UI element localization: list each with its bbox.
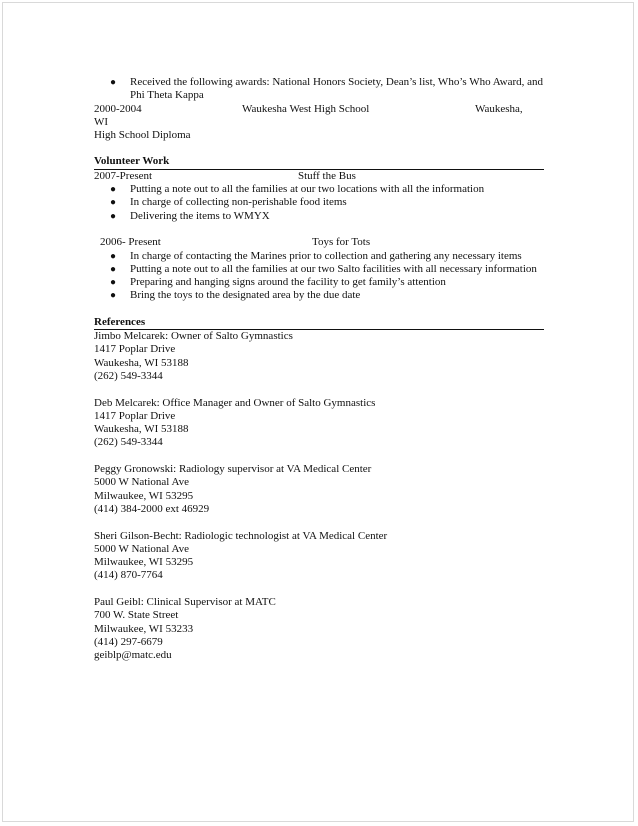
- bullet-dot: ●: [109, 250, 116, 262]
- bullet-text: Preparing and hanging signs around the facility to get family’s attention: [130, 276, 446, 289]
- resume-page: [94, 76, 544, 662]
- bullet-dot: ●: [109, 290, 116, 302]
- hs-school: Waukesha West High School: [242, 102, 370, 115]
- spacer: [94, 383, 544, 396]
- awards-bullet: [94, 76, 544, 103]
- reference-phone: (414) 297-6679: [94, 635, 163, 648]
- reference-phone: (262) 549-3344: [94, 436, 163, 449]
- list-item: [94, 263, 544, 276]
- reference-block: [94, 330, 544, 383]
- volunteer-entry-header: [94, 170, 544, 183]
- reference-block: [94, 397, 544, 450]
- bullet-text: In charge of collecting non-perishable food items: [130, 196, 347, 209]
- reference-city: Milwaukee, WI 53295: [94, 556, 194, 569]
- volunteer-years: 2006- Present: [100, 236, 161, 249]
- volunteer-heading: Volunteer Work: [94, 155, 544, 169]
- volunteer-entry-stuff-the-bus: [94, 170, 544, 223]
- reference-name: Jimbo Melcarek: Owner of Salto Gymnastics: [94, 330, 293, 343]
- reference-phone: (414) 870-7764: [94, 569, 163, 582]
- reference-street: 1417 Poplar Drive: [94, 409, 176, 422]
- reference-block: [94, 596, 544, 662]
- hs-degree: High School Diploma: [94, 129, 191, 142]
- reference-email: geiblp@matc.edu: [94, 649, 172, 662]
- spacer: [94, 583, 544, 596]
- spacer: [94, 450, 544, 463]
- list-item: [94, 250, 544, 263]
- volunteer-org: Stuff the Bus: [298, 169, 356, 182]
- bullet-text: Putting a note out to all the families at our two locations with all the information: [130, 183, 485, 196]
- reference-phone: (414) 384-2000 ext 46929: [94, 502, 210, 515]
- hs-years: 2000-2004: [94, 102, 142, 115]
- hs-state: WI: [94, 115, 109, 128]
- reference-city: Milwaukee, WI 53233: [94, 622, 194, 635]
- bullet-text: Bring the toys to the designated area by the due date: [130, 289, 361, 302]
- list-item: [94, 210, 544, 223]
- volunteer-years: 2007-Present: [94, 169, 153, 182]
- list-item: [94, 196, 544, 209]
- bullet-dot: ●: [109, 184, 116, 196]
- list-item: [94, 276, 544, 289]
- references-heading: References: [94, 316, 544, 330]
- bullet-dot: ●: [109, 210, 116, 222]
- reference-street: 1417 Poplar Drive: [94, 343, 176, 356]
- reference-street: 5000 W National Ave: [94, 542, 190, 555]
- reference-block: [94, 530, 544, 583]
- reference-name: Sheri Gilson-Becht: Radiologic technologist at VA Medical Center: [94, 529, 388, 542]
- reference-name: Peggy Gronowski: Radiology supervisor at VA Medical Center: [94, 463, 372, 476]
- high-school-row: [94, 103, 544, 116]
- volunteer-entry-header: [94, 236, 544, 249]
- reference-name: Paul Geibl: Clinical Supervisor at MATC: [94, 595, 276, 608]
- bullet-text: Putting a note out to all the families at our two Salto facilities with all necessary information: [130, 262, 537, 275]
- reference-block: [94, 463, 544, 516]
- awards-text: Received the following awards: National Honors Society, Dean’s list, Who’s Who Award, and Phi Theta Kappa: [130, 76, 544, 102]
- volunteer-entry-toys-for-tots: [94, 236, 544, 302]
- bullet-dot: ●: [109, 277, 116, 289]
- reference-phone: (262) 549-3344: [94, 369, 163, 382]
- bullet-dot: ●: [109, 197, 116, 209]
- reference-street: 700 W. State Street: [94, 609, 179, 622]
- list-item: [94, 289, 544, 302]
- reference-street: 5000 W National Ave: [94, 476, 190, 489]
- bullet-dot: ●: [109, 77, 116, 88]
- spacer: [94, 223, 544, 236]
- reference-city: Milwaukee, WI 53295: [94, 489, 194, 502]
- bullet-text: In charge of contacting the Marines prior to collection and gathering any necessary items: [130, 249, 522, 262]
- reference-name: Deb Melcarek: Office Manager and Owner of Salto Gymnastics: [94, 396, 376, 409]
- reference-city: Waukesha, WI 53188: [94, 356, 189, 369]
- bullet-dot: ●: [109, 263, 116, 275]
- hs-city: Waukesha,: [475, 102, 523, 115]
- volunteer-org: Toys for Tots: [312, 236, 371, 249]
- list-item: [94, 183, 544, 196]
- reference-city: Waukesha, WI 53188: [94, 423, 189, 436]
- spacer: [94, 516, 544, 529]
- bullet-text: Delivering the items to WMYX: [130, 209, 270, 222]
